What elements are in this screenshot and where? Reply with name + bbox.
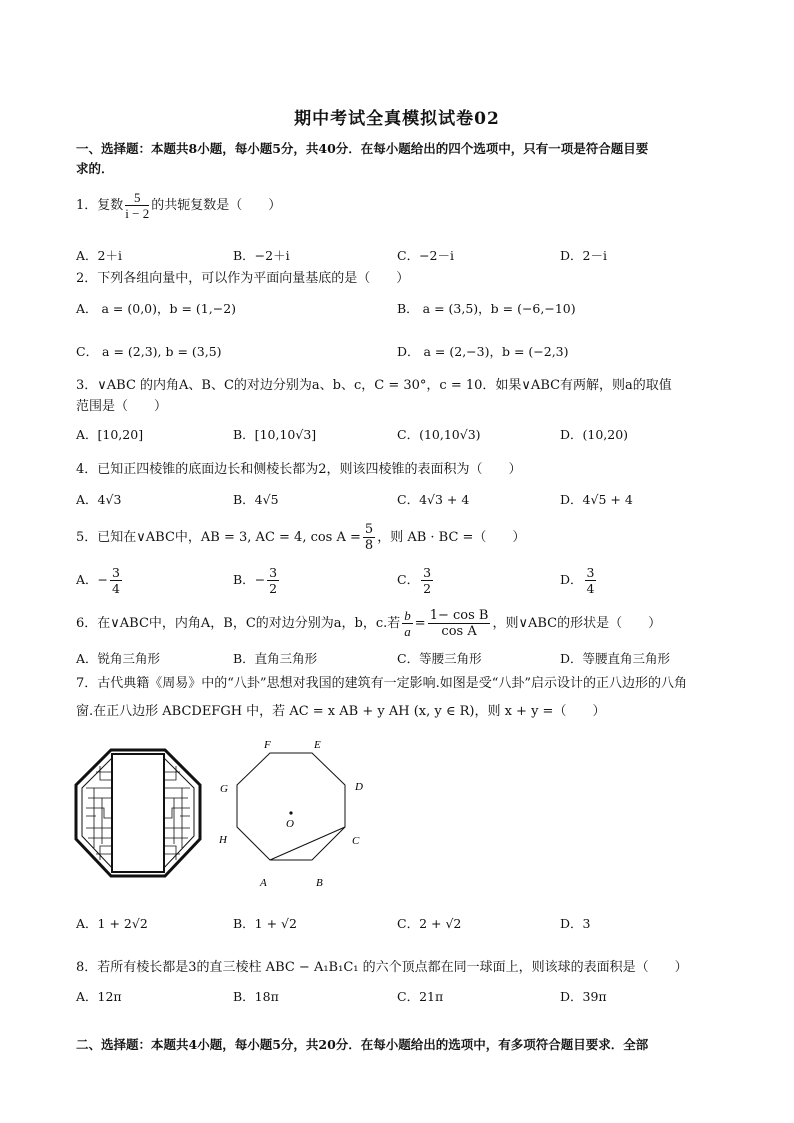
q5-frac-num: 5 <box>364 522 374 537</box>
q3-option-a[interactable]: A．[10,20] <box>76 427 144 442</box>
q5-option-d[interactable] <box>560 565 598 596</box>
q7-option-a[interactable]: A．1 + 2√2 <box>76 916 148 931</box>
q2-option-c[interactable]: C． a = (2,3), b = (3,5) <box>76 344 222 359</box>
label-e: E <box>314 739 321 751</box>
q5-d-den: 4 <box>586 581 595 596</box>
q1-frac-num: 5 <box>125 190 149 206</box>
q6-equals: = <box>414 616 426 631</box>
q6-frac1-num: b <box>404 608 411 623</box>
q5-b-num: 3 <box>269 565 278 580</box>
q5-text-before: 5．已知在∨ABC中，AB = 3, AC = 4, cos A = <box>76 530 361 545</box>
question-3-line1: 3．∨ABC 的内角A、B、C的对边分别为a、b、c，C = 30°，c = 10．如果∨ABC有两解，则a的取值 <box>76 378 672 393</box>
q3-option-b[interactable]: B．[10,10√3] <box>233 427 317 442</box>
q5-option-b[interactable] <box>233 565 281 596</box>
q1-option-d[interactable]: D．2－i <box>560 248 607 263</box>
section2-header-line1: 二、选择题：本题共4小题，每小题5分，共20分．在每小题给出的选项中，有多项符合题目要求．全部 <box>76 1037 649 1052</box>
q1-option-a[interactable]: A．2＋i <box>76 248 122 263</box>
q6-option-c[interactable]: C．等腰三角形 <box>397 651 482 666</box>
q2-option-b[interactable]: B． a = (3,5)，b = (−6,−10) <box>397 301 576 316</box>
q5-b-den: 2 <box>269 581 278 596</box>
q8-option-b[interactable]: B．18π <box>233 989 279 1004</box>
q5-a-den: 4 <box>112 581 120 596</box>
section1-header-line2: 求的． <box>76 161 114 176</box>
q7-option-b[interactable]: B．1 + √2 <box>233 916 297 931</box>
q4-option-d[interactable]: D．4√5 + 4 <box>560 492 633 507</box>
q5-frac-den: 8 <box>364 538 374 553</box>
q6-option-a[interactable]: A．锐角三角形 <box>76 651 161 666</box>
q5-c-den: 2 <box>423 581 432 596</box>
q7-option-c[interactable]: C．2 + √2 <box>397 916 462 931</box>
q5-option-c[interactable] <box>397 565 435 596</box>
q5-d-num: 3 <box>586 565 595 580</box>
q6-fraction-2 <box>428 608 491 639</box>
q6-option-d[interactable]: D．等腰直角三角形 <box>560 651 671 666</box>
q6-frac2-den: cos A <box>441 624 477 639</box>
q3-option-d[interactable]: D．(10,20) <box>560 427 629 442</box>
q6-option-b[interactable]: B．直角三角形 <box>233 651 318 666</box>
label-b: B <box>316 877 323 889</box>
q5-a-num: 3 <box>112 565 120 580</box>
q4-option-b[interactable]: B．4√5 <box>233 492 279 507</box>
q1-fraction <box>125 190 149 221</box>
q1-frac-den: i − 2 <box>125 206 150 221</box>
q6-fraction-1 <box>402 608 413 639</box>
q1-option-b[interactable]: B．−2＋i <box>233 248 290 263</box>
question-4: 4．已知正四棱锥的底面边长和侧棱长都为2，则该四棱锥的表面积为（ ） <box>76 462 522 477</box>
q6-frac1-den: a <box>404 624 411 639</box>
label-g: G <box>220 783 228 795</box>
question-3-line2: 范围是（ ） <box>76 399 168 414</box>
q4-option-a[interactable]: A．4√3 <box>76 492 122 507</box>
q5-b-label: B． <box>233 572 255 587</box>
question-6 <box>76 608 661 639</box>
q1-text-before: 1．复数 <box>76 198 124 213</box>
q5-fraction <box>363 522 375 553</box>
q5-c-num: 3 <box>423 565 432 580</box>
question-2: 2．下列各组向量中，可以作为平面向量基底的是（ ） <box>76 271 410 286</box>
label-h: H <box>219 834 227 846</box>
q8-option-a[interactable]: A．12π <box>76 989 122 1004</box>
q5-a-label: A． <box>76 572 98 587</box>
q5-text-after: ，则 AB · BC =（ ） <box>377 530 526 545</box>
q3-option-c[interactable]: C．(10,10√3) <box>397 427 481 442</box>
section1-header-line1: 一、选择题：本题共8小题，每小题5分，共40分．在每小题给出的四个选项中，只有一项是符合题目要 <box>76 141 649 156</box>
q8-option-c[interactable]: C．21π <box>397 989 444 1004</box>
label-d: D <box>355 781 363 793</box>
q2-option-a[interactable]: A． a = (0,0)，b = (1,−2) <box>76 301 237 316</box>
q8-option-d[interactable]: D．39π <box>560 989 607 1004</box>
question-7-line1: 7．古代典籍《周易》中的“八卦”思想对我国的建筑有一定影响.如图是受“八卦”启示设计的正八边形的八角 <box>76 676 687 691</box>
q5-option-a[interactable] <box>76 565 124 596</box>
q4-option-c[interactable]: C．4√3 + 4 <box>397 492 470 507</box>
q5-a-sign: − <box>97 572 109 587</box>
q7-option-d[interactable]: D．3 <box>560 916 591 931</box>
octagon-diagram <box>212 736 372 896</box>
q5-c-label: C． <box>397 572 420 587</box>
question-1 <box>76 190 281 221</box>
question-5 <box>76 522 525 553</box>
label-a: A <box>260 877 267 889</box>
label-o: O <box>286 818 294 830</box>
q5-b-sign: − <box>254 572 266 587</box>
label-c: C <box>352 835 360 847</box>
q6-text-after: ，则∨ABC的形状是（ ） <box>492 616 662 631</box>
q6-frac2-num: 1− cos B <box>429 608 489 623</box>
page-title: 期中考试全真模拟试卷02 <box>294 109 500 129</box>
q1-text-after: 的共轭复数是（ ） <box>151 198 282 213</box>
q1-option-c[interactable]: C．−2－i <box>397 248 454 263</box>
question-7-line2: 窗.在正八边形 ABCDEFGH 中，若 AC = x AB + y AH (x, y ∈ R)，则 x + y =（ ） <box>76 704 606 719</box>
q5-d-label: D． <box>560 572 583 587</box>
q2-option-d[interactable]: D． a = (2,−3)，b = (−2,3) <box>397 344 569 359</box>
label-f: F <box>264 739 271 751</box>
octagon-window-figure <box>74 748 202 878</box>
q6-text-before: 6．在∨ABC中，内角A，B，C的对边分别为a，b，c.若 <box>76 616 401 631</box>
question-8: 8．若所有棱长都是3的直三棱柱 ABC − A₁B₁C₁ 的六个顶点都在同一球面上，则该球的表面积是（ ） <box>76 960 688 975</box>
